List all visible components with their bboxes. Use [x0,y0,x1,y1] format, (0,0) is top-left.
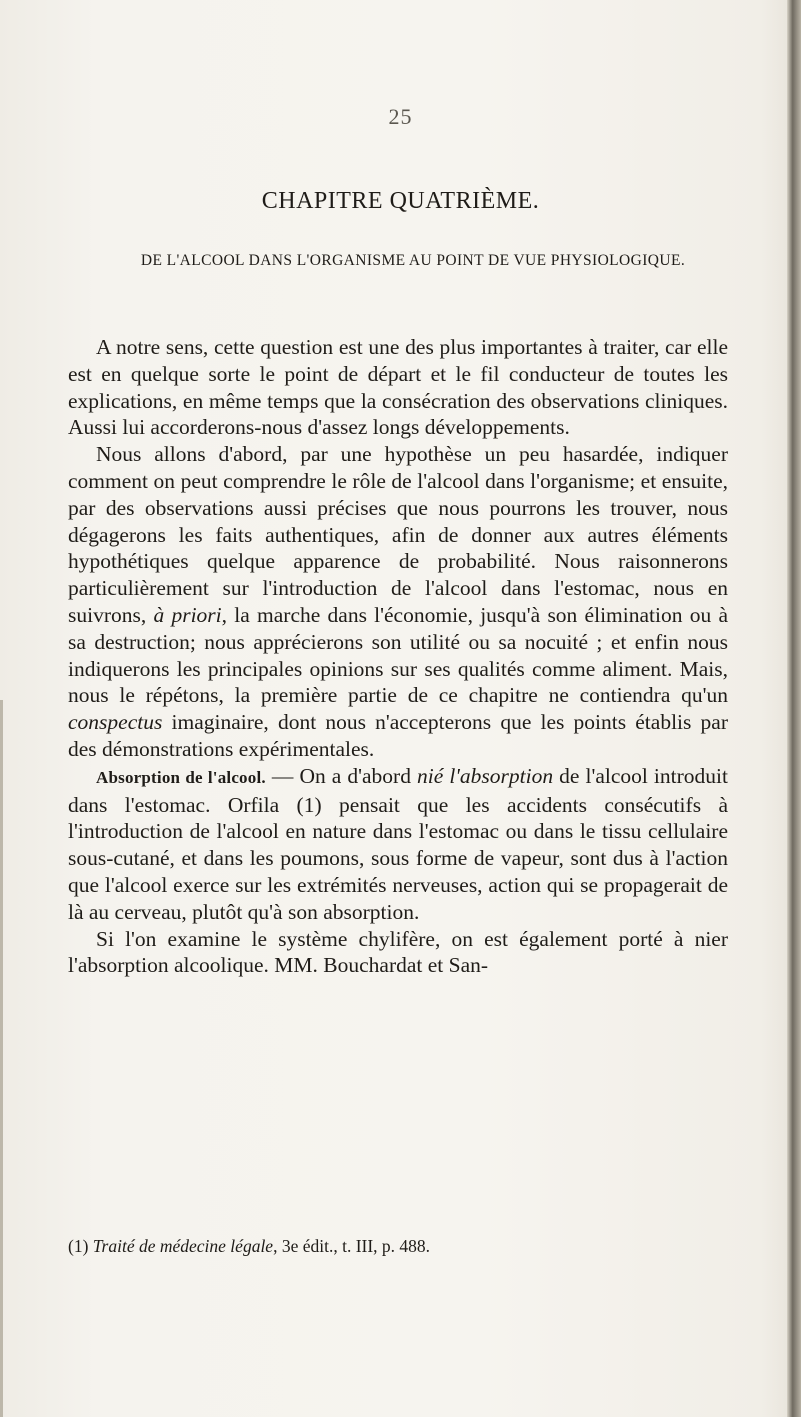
paragraph-2-italic-a: à priori [153,602,222,627]
footnote-marker: (1) [68,1236,93,1256]
section-heading: Absorption de l'alcool. [96,767,266,787]
paragraph-4: Si l'on examine le système chylifère, on est également porté à nier l'absorption alcoolique. MM. Bouchardat et San- [68,926,728,978]
paragraph-2-part-b: , la marche dans l'économie, jusqu'à son élimination ou à sa destruction; nous apprécierons son utilité ou sa nocuité ; et enfin nous indiquerons les principales opinions sur ses qualités comme aliment. Mais, nous le répétons, la première partie de ce chapitre ne contiendra qu'un [68,602,728,708]
paragraph-2-part-a: Nous allons d'abord, par une hypothèse un peu hasardée, indiquer comment on peut comprendre le rôle de l'alcool dans l'organisme; et ensuite, par des observations aussi précises que nous pourrons les trouver, nous dégagerons les faits authentiques, afin de donner aux autres éléments hypothétiques quelque apparence de probabilité. Nous raisonnerons particulièrement sur l'introduction de l'alcool dans l'estomac, nous en suivrons, [68,442,728,627]
paragraph-1: A notre sens, cette question est une des plus importantes à traiter, car elle est en quelque sorte le point de départ et le fil conducteur de toutes les explications, en même temps que la consécration des observations cliniques. Aussi lui accorderons-nous d'assez longs développements. [68,335,728,440]
chapter-subtitle: DE L'ALCOOL DANS L'ORGANISME AU POINT DE VUE PHYSIOLOGIQUE. [140,252,686,269]
paragraph-3 [68,763,728,926]
paragraph-2-part-c: imaginaire, dont nous n'accepterons que les points établis par des démonstrations expérimentales. [68,710,728,761]
paragraph-3-part-a: — On a d'abord [265,763,418,788]
paragraph-3-italic: nié l'absorption [417,763,554,788]
page-shadow [0,700,3,1417]
chapter-title: CHAPITRE QUATRIÈME. [261,188,540,214]
page-number: 25 [388,104,413,129]
footnote-rest: , 3e édit., t. III, p. 488. [273,1236,431,1256]
paragraph-2 [68,441,728,763]
paragraph-2-italic-b: conspectus [68,710,163,735]
footnote-title: Traité de médecine légale [92,1236,274,1256]
paragraph-3-part-b: de l'alcool introduit dans l'estomac. Orfila (1) pensait que les accidents consécutifs à l'introduction de l'alcool en nature dans l'estomac ou dans le tissu cellulaire sous-cutané, et dans les poumons, sous forme de vapeur, sont dus à l'action que l'alcool exerce sur les extrémités nerveuses, action qui se propagerait de là au cerveau, plutôt qu'à son absorption. [68,763,728,924]
footnote [68,1235,728,1257]
body-text [68,334,728,979]
